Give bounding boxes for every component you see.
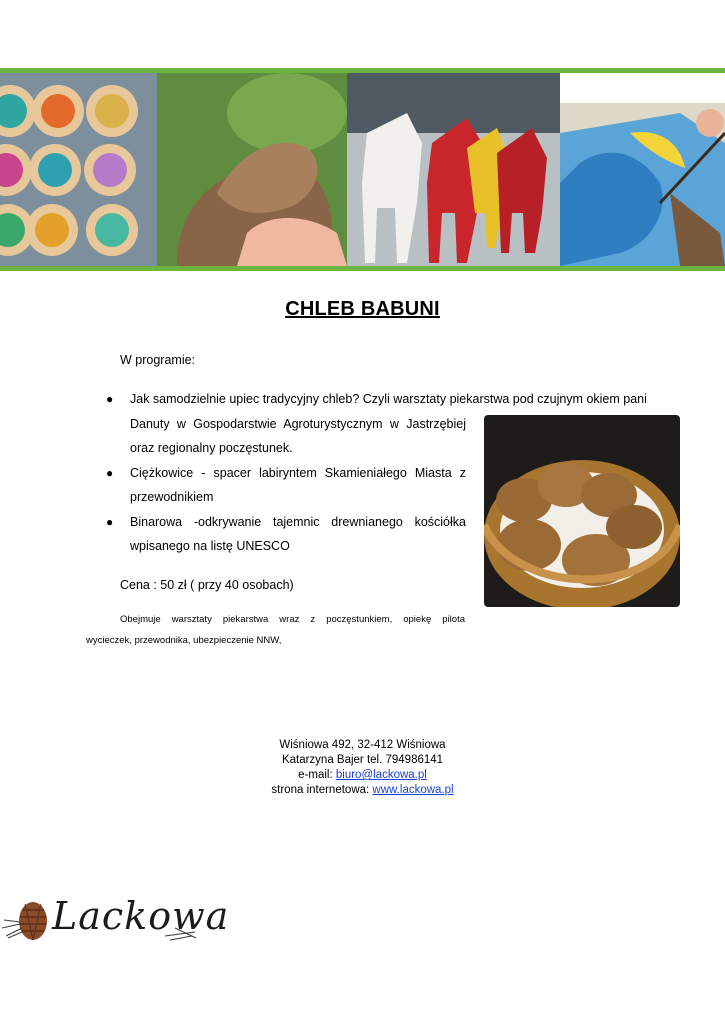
list-item — [106, 461, 466, 510]
photo-painting-on-wood — [560, 73, 725, 266]
list-item — [106, 510, 466, 559]
photo-painted-cat-magnets — [0, 73, 157, 266]
price-text: Cena : 50 zł ( przy 40 osobach) — [120, 578, 294, 592]
contact-person: Katarzyna Bajer tel. 794986141 — [281, 754, 444, 766]
contact-address: Wiśniowa 492, 32-412 Wiśniowa — [279, 739, 446, 751]
logo-text: Lackowa — [52, 894, 230, 938]
banner-bottom-stripe — [0, 266, 725, 271]
includes-line-2: wycieczek, przewodnika, ubezpieczenie NNW, — [86, 635, 282, 646]
program-item-1-first-line: Jak samodzielnie upiec tradycyjny chleb? Czyli warsztaty piekarstwa pod czujnym okiem pani — [130, 392, 647, 406]
email-link[interactable]: biuro@lackowa.pl — [335, 769, 427, 781]
photo-hands-kneading-clay — [157, 73, 347, 266]
email-label: e-mail: — [298, 769, 336, 781]
page-title: CHLEB BABUNI — [285, 298, 440, 320]
contact-www-row — [0, 783, 725, 798]
website-link[interactable]: www.lackowa.pl — [372, 784, 454, 796]
contact-block — [0, 738, 725, 798]
list-item — [106, 387, 647, 461]
bullet-icon: ● — [106, 514, 114, 529]
program-item-3: Binarowa -odkrywanie tajemnic drewnianego kościółka wpisanego na listę UNESCO — [130, 514, 466, 553]
program-list — [106, 387, 647, 559]
bullet-icon: ● — [106, 392, 114, 406]
pinecone-icon — [2, 902, 47, 940]
bullet-icon: ● — [106, 465, 114, 480]
www-label: strona internetowa: — [271, 784, 373, 796]
program-heading: W programie: — [120, 353, 196, 367]
program-item-2: Ciężkowice - spacer labiryntem Skamieniałego Miasta z przewodnikiem — [130, 465, 466, 504]
includes-line-1: Obejmuje warsztaty piekarstwa wraz z poczęstunkiem, opiekę pilota — [120, 614, 465, 625]
photo-painted-wooden-horses — [347, 73, 560, 266]
program-item-1-rest: Danuty w Gospodarstwie Agroturystycznym w Jastrzębiej oraz regionalny poczęstunek. — [130, 416, 466, 455]
contact-email-row — [0, 768, 725, 783]
photo-bread-basket — [484, 415, 680, 607]
